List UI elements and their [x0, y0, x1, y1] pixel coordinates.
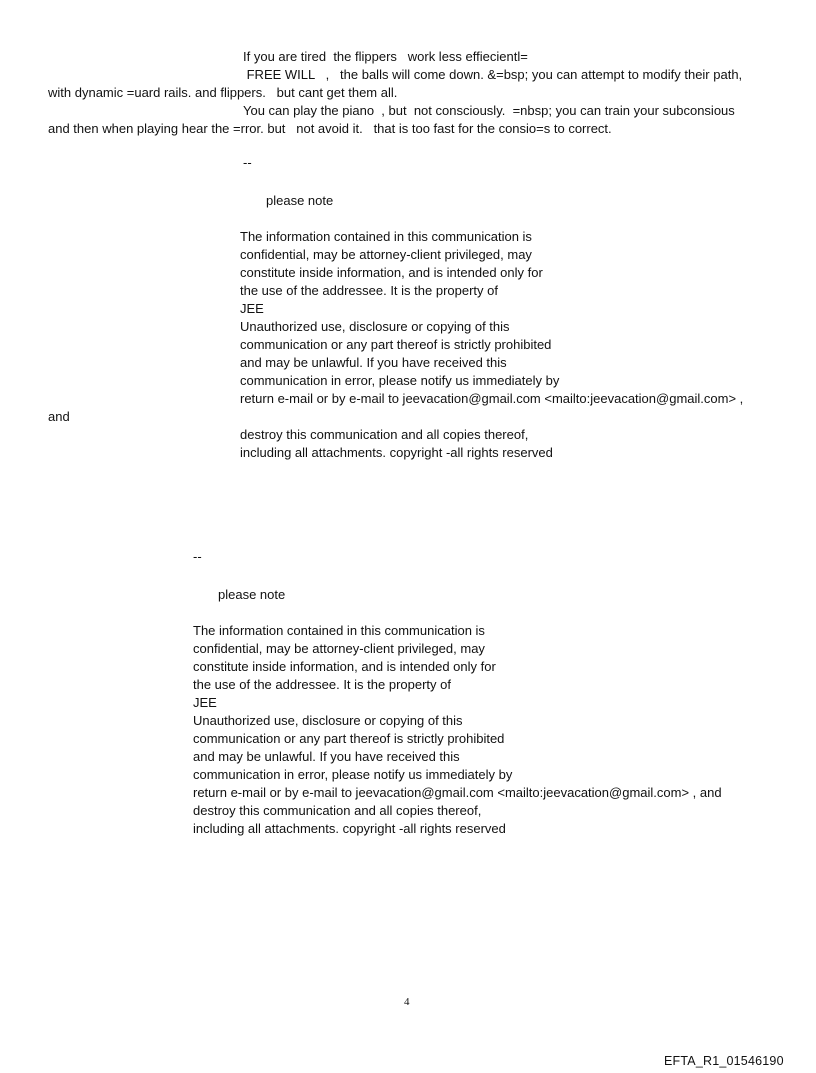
- disclaimer-line: destroy this communication and all copies thereof,: [240, 427, 529, 442]
- disclaimer-line: the use of the addressee. It is the property of: [193, 677, 451, 692]
- bates-number: EFTA_R1_01546190: [664, 1054, 784, 1068]
- disclaimer-line: communication or any part thereof is strictly prohibited: [193, 731, 505, 746]
- disclaimer-line: communication or any part thereof is strictly prohibited: [240, 337, 552, 352]
- disclaimer-line: the use of the addressee. It is the property of: [240, 283, 498, 298]
- signature-separator: --: [193, 549, 202, 564]
- body-text-line: FREE WILL , the balls will come down. &=bsp; you can attempt to modify their path,: [243, 67, 743, 82]
- disclaimer-line: return e-mail or by e-mail to jeevacation@gmail.com <mailto:jeevacation@gmail.com> ,: [240, 391, 744, 406]
- disclaimer-line: JEE: [240, 301, 264, 316]
- signature-separator: --: [243, 155, 252, 170]
- body-text-line: and then when playing hear the =rror. but not avoid it. that is too fast for the consio=s to correct.: [48, 121, 612, 136]
- disclaimer-line: Unauthorized use, disclosure or copying of this: [193, 713, 463, 728]
- disclaimer-line: communication in error, please notify us immediately by: [240, 373, 560, 388]
- body-text-line: If you are tired the flippers work less effiecientl=: [243, 49, 528, 64]
- page-number: 4: [404, 996, 410, 1008]
- disclaimer-line: communication in error, please notify us immediately by: [193, 767, 513, 782]
- disclaimer-line: JEE: [193, 695, 217, 710]
- disclaimer-line: and: [48, 409, 70, 424]
- disclaimer-heading: please note: [266, 193, 334, 208]
- disclaimer-line: confidential, may be attorney-client privileged, may: [240, 247, 532, 262]
- disclaimer-line: The information contained in this communication is: [193, 623, 485, 638]
- disclaimer-line: and may be unlawful. If you have received this: [193, 749, 460, 764]
- disclaimer-line: The information contained in this communication is: [240, 229, 532, 244]
- disclaimer-line: confidential, may be attorney-client privileged, may: [193, 641, 485, 656]
- disclaimer-line: return e-mail or by e-mail to jeevacation@gmail.com <mailto:jeevacation@gmail.com> , and: [193, 785, 722, 800]
- body-text-line: You can play the piano , but not consciously. =nbsp; you can train your subconsious: [243, 103, 735, 118]
- disclaimer-heading: please note: [218, 587, 286, 602]
- disclaimer-line: Unauthorized use, disclosure or copying of this: [240, 319, 510, 334]
- disclaimer-line: including all attachments. copyright -all rights reserved: [240, 445, 553, 460]
- disclaimer-line: constitute inside information, and is intended only for: [240, 265, 543, 280]
- disclaimer-line: destroy this communication and all copies thereof,: [193, 803, 482, 818]
- disclaimer-line: including all attachments. copyright -all rights reserved: [193, 821, 506, 836]
- body-text-line: with dynamic =uard rails. and flippers. but cant get them all.: [48, 85, 398, 100]
- disclaimer-line: constitute inside information, and is intended only for: [193, 659, 496, 674]
- disclaimer-line: and may be unlawful. If you have received this: [240, 355, 507, 370]
